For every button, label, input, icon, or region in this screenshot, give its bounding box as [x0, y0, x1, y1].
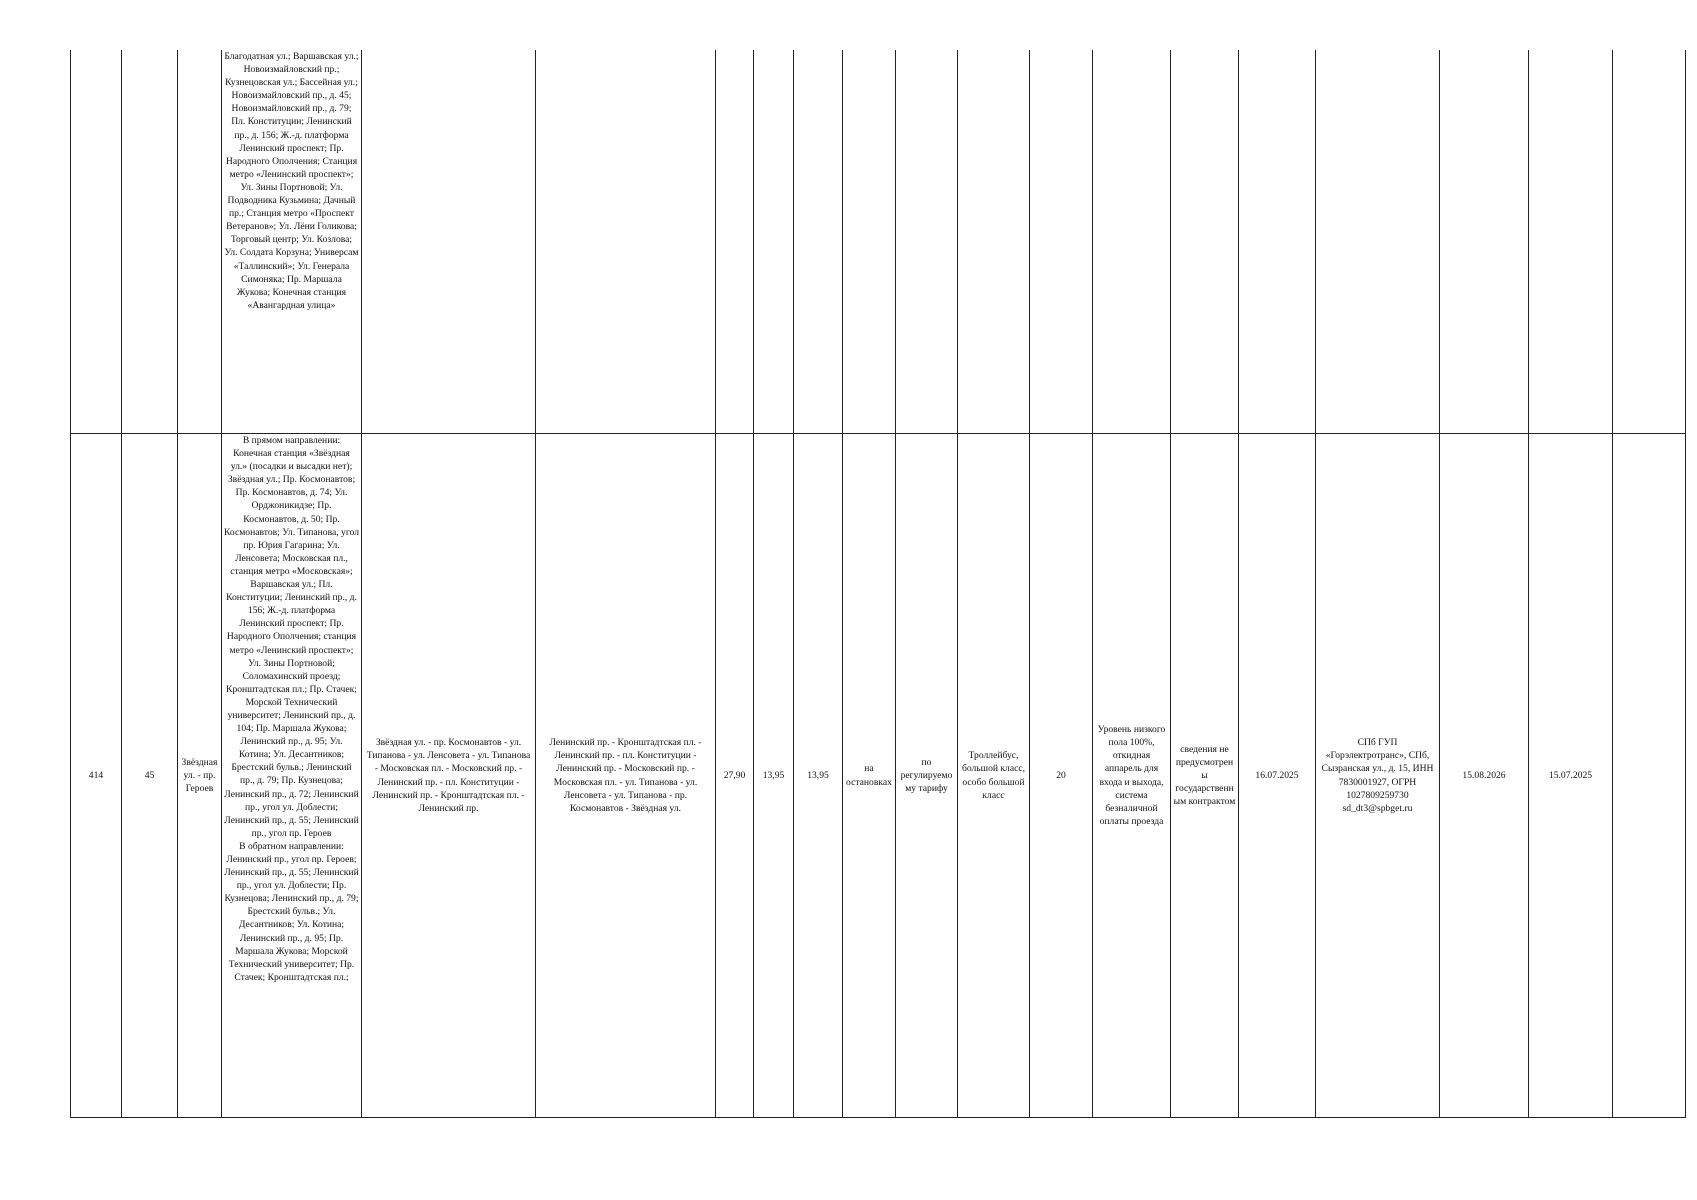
cell-empty — [1613, 50, 1686, 434]
cell-empty — [1093, 50, 1171, 434]
cell-notes — [1613, 434, 1686, 1118]
cell-empty — [1529, 50, 1613, 434]
cell-empty — [536, 50, 716, 434]
cell-length-backward: 13,95 — [794, 434, 843, 1118]
cell-streets-forward: Звёздная ул. - пр. Космонавтов - ул. Типанова - ул. Ленсовета - ул. Типанова - Московская пл. - Московский пр. - Ленинский пр. - пл. Конституции - Ленинский пр. - Кронштадтская пл. - Ленинский пр. — [362, 434, 536, 1118]
cell-stops-continued: Благодатная ул.; Варшавская ул.; Новоизмайловский пр.; Кузнецовская ул.; Бассейная ул.; Новоизмайловский пр., д. 45; Новоизмайловский пр., д. 79; Пл. Конституции; Ленинский пр., д. 156; Ж.-д. платформа Ленинский проспект; Пр. Народного Ополчения; Станция метро «Ленинский проспект»; Ул. Зины Портновой; Ул. Подводника Кузьмина; Дачный пр.; Станция метро «Проспект Ветеранов»; Ул. Лёни Голикова; Торговый центр; Ул. Козлова; Ул. Солдата Корзуна; Универсам «Таллинский»; Ул. Генерала Симоняка; Пр. Маршала Жукова; Конечная станция «Авангардная улица» — [222, 50, 362, 434]
cell-empty — [1171, 50, 1239, 434]
cell-empty — [794, 50, 843, 434]
cell-streets-backward: Ленинский пр. - Кронштадтская пл. - Ленинский пр. - пл. Конституции - Ленинский пр. - Московский пр. - Московская пл. - ул. Типанова - ул. Ленсовета - ул. Типанова - пр. Космонавтов - Звёздная ул. — [536, 434, 716, 1118]
cell-route-number: 45 — [122, 434, 178, 1118]
cell-empty — [1440, 50, 1529, 434]
cell-carrier: СПб ГУП «Горэлектротранс», СПб, Сызранская ул., д. 15, ИНН 7830001927, ОГРН 1027809259730 sd_dt3@spbget.ru — [1316, 434, 1440, 1118]
cell-length-forward: 13,95 — [754, 434, 794, 1118]
cell-empty — [122, 50, 178, 434]
cell-vehicle-count: 20 — [1030, 434, 1093, 1118]
cell-empty — [71, 50, 122, 434]
cell-empty — [896, 50, 958, 434]
cell-empty — [958, 50, 1030, 434]
cell-end-date: 15.08.2026 — [1440, 434, 1529, 1118]
cell-length-total: 27,90 — [716, 434, 754, 1118]
stops-backward-heading: В обратном направлении: — [239, 840, 344, 852]
cell-vehicle-characteristics: Уровень низкого пола 100%, откидная аппарель для входа и выхода, система безналичной оплаты проезда — [1093, 434, 1171, 1118]
cell-decision-date: 15.07.2025 — [1529, 434, 1613, 1118]
cell-vehicle-type: Троллейбус, большой класс, особо большой класс — [958, 434, 1030, 1118]
cell-empty — [1239, 50, 1316, 434]
cell-contract-info: сведения не предусмотрены государственным контрактом — [1171, 434, 1239, 1118]
cell-empty — [1030, 50, 1093, 434]
cell-route-name: Звёздная ул. - пр. Героев — [178, 434, 222, 1118]
stops-forward: Конечная станция «Звёздная ул.» (посадки и высадки нет); Звёздная ул.; Пр. Космонавтов; Пр. Космонавтов, д. 74; Ул. Орджоникидзе; Пр. Космонавтов, д. 50; Пр. Космонавтов; Ул. Типанова, угол пр. Юрия Гагарина; Ул. Ленсовета; Московская пл., станция метро «Московская»; Варшавская ул.; Пл. Конституции; Ленинский пр., д. 156; Ж.-д. платформа Ленинский проспект; Пр. Народного Ополчения; станция метро «Ленинский проспект»; Ул. Зины Портновой; Соломахинский проезд; Кронштадтская пл.; Пр. Стачек; Морской Технический университет; Ленинский пр., д. 104; Пр. Маршала Жукова; Ленинский пр., д. 95; Ул. Котина; Ул. Десантников; Брестский бульв.; Ленинский пр., д. 79; Пр. Кузнецова; Ленинский пр., д. 72; Ленинский пр., угол ул. Доблести; Ленинский пр., д. 55; Ленинский пр., угол пр. Героев — [224, 448, 360, 839]
cell-empty — [716, 50, 754, 434]
table-row-continued — [71, 50, 1686, 434]
cell-reg-number: 414 — [71, 434, 122, 1118]
cell-start-date: 16.07.2025 — [1239, 434, 1316, 1118]
cell-empty — [362, 50, 536, 434]
stops-forward-heading: В прямом направлении: — [242, 435, 341, 446]
cell-empty — [1316, 50, 1440, 434]
cell-empty — [843, 50, 896, 434]
route-registry-table — [70, 50, 1686, 1118]
cell-tariff-type: по регулируемому тарифу — [896, 434, 958, 1118]
cell-empty — [178, 50, 222, 434]
cell-stops — [222, 434, 362, 1118]
stops-backward: Ленинский пр., угол пр. Героев; Ленинский пр., д. 55; Ленинский пр., угол ул. Доблести; Пр. Кузнецова; Ленинский пр., д. 79; Брестский бульв.; Ул. Десантников; Ул. Котина; Ленинский пр., д. 95; Пр. Маршала Жукова; Морской Технический университет; Пр. Стачек; Кронштадтская пл.; — [224, 854, 359, 983]
cell-boarding-order: на остановках — [843, 434, 896, 1118]
table-row-route-45 — [71, 434, 1686, 1118]
cell-empty — [754, 50, 794, 434]
